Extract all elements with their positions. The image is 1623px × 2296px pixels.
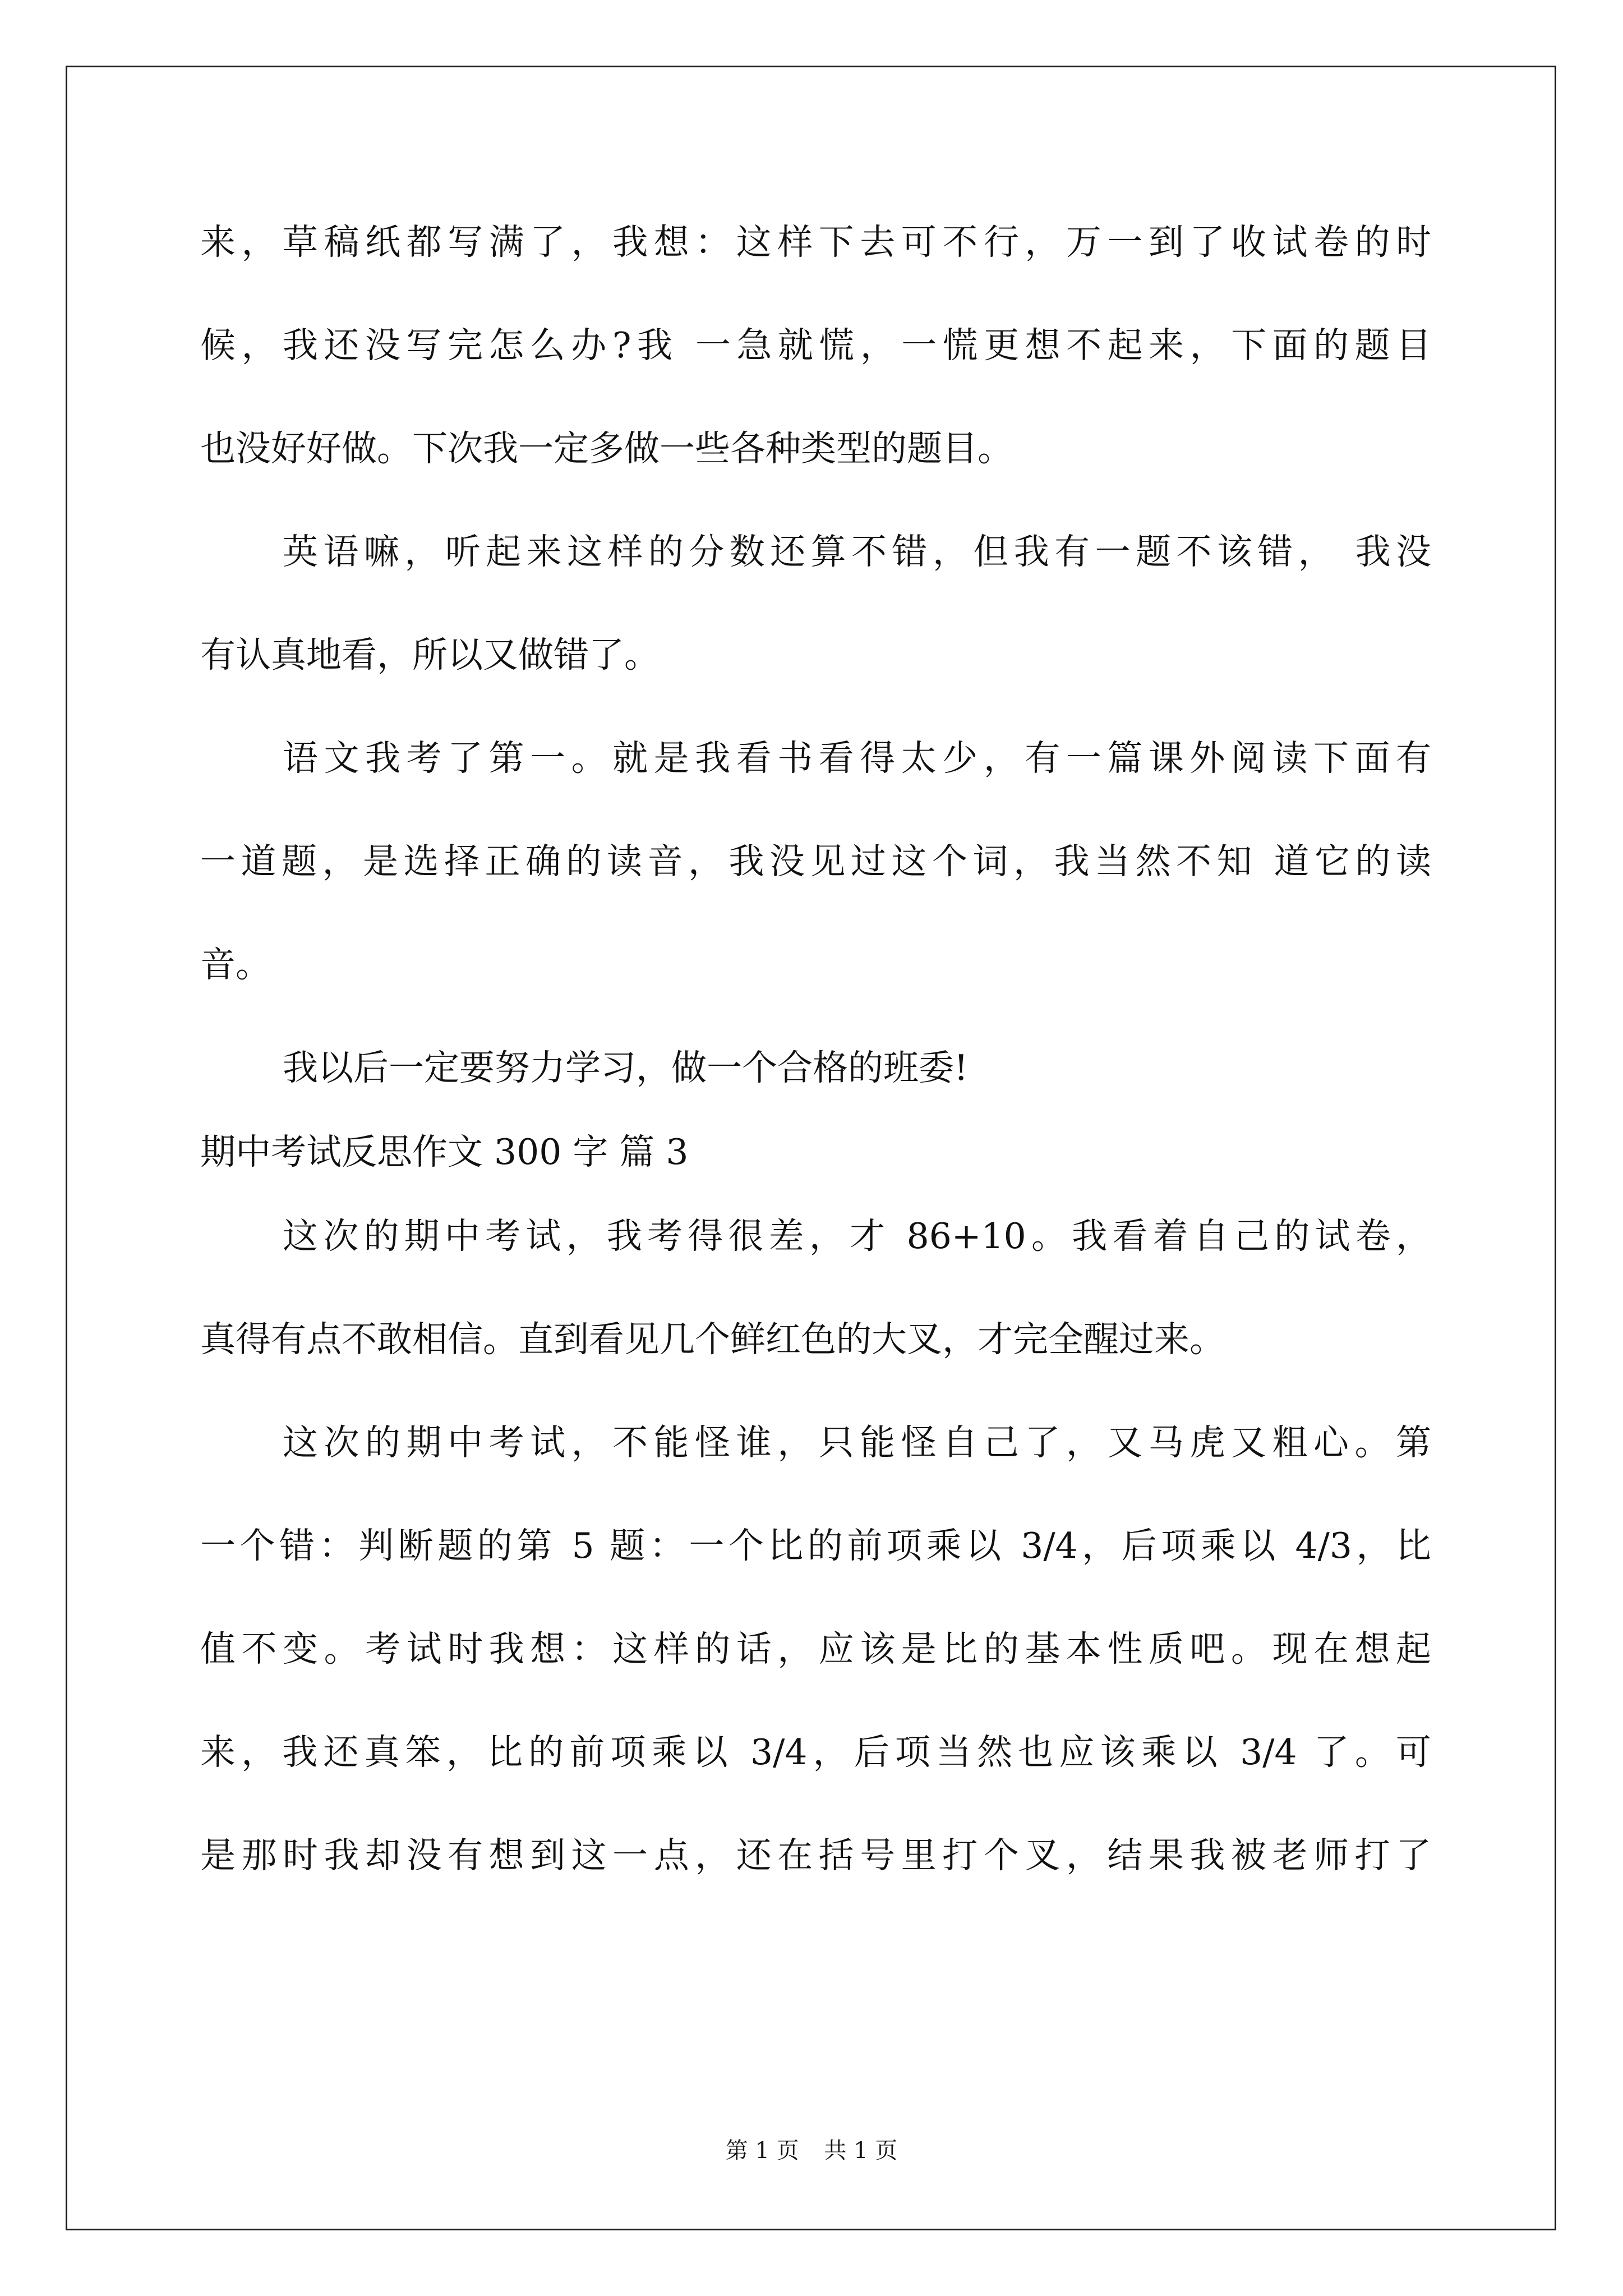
- page-number: 第 1 页: [725, 2138, 799, 2164]
- text-line: 真得有点不敢相信。直到看见几个鲜红色的大叉，才完全醒过来。: [200, 1319, 1225, 1360]
- text-line: 候，我还没写完怎么办?我 一急就慌，一慌更想不起来，下面的题目: [200, 325, 1431, 366]
- page-total: 共 1 页: [824, 2138, 898, 2164]
- text-line: 一个错：判断题的第 5 题：一个比的前项乘以 3/4，后项乘以 4/3，比: [200, 1525, 1431, 1566]
- text-line: 有认真地看，所以又做错了。: [200, 634, 660, 675]
- text-line: 是那时我却没有想到这一点，还在括号里打个叉，结果我被老师打了: [200, 1835, 1431, 1876]
- document-body: [200, 214, 1431, 1931]
- text-line: 语文我考了第一。就是我看书看得太少，有一篇课外阅读下面有: [283, 738, 1431, 779]
- page-footer: [0, 2133, 1623, 2165]
- text-line: 来，草稿纸都写满了，我想：这样下去可不行，万一到了收试卷的时: [200, 222, 1431, 263]
- text-line: 这次的期中考试，不能怪谁，只能怪自己了，又马虎又粗心。第: [283, 1422, 1431, 1463]
- text-line: 我以后一定要努力学习，做一个合格的班委!: [283, 1047, 969, 1088]
- text-line: 值不变。考试时我想：这样的话，应该是比的基本性质吧。现在想起: [200, 1628, 1431, 1669]
- text-line: 也没好好做。下次我一定多做一些各种类型的题目。: [200, 428, 1013, 469]
- text-line: 一道题，是选择正确的读音，我没见过这个词，我当然不知 道它的读: [200, 841, 1431, 882]
- text-line: 音。: [200, 944, 271, 985]
- section-heading: 期中考试反思作文 300 字 篇 3: [200, 1131, 689, 1172]
- text-line: 这次的期中考试，我考得很差，才 86+10。我看着自己的试卷，: [283, 1216, 1431, 1257]
- text-line: 来，我还真笨，比的前项乘以 3/4，后项当然也应该乘以 3/4 了。可: [200, 1732, 1431, 1773]
- text-line: 英语嘛，听起来这样的分数还算不错，但我有一题不该错， 我没: [283, 531, 1431, 572]
